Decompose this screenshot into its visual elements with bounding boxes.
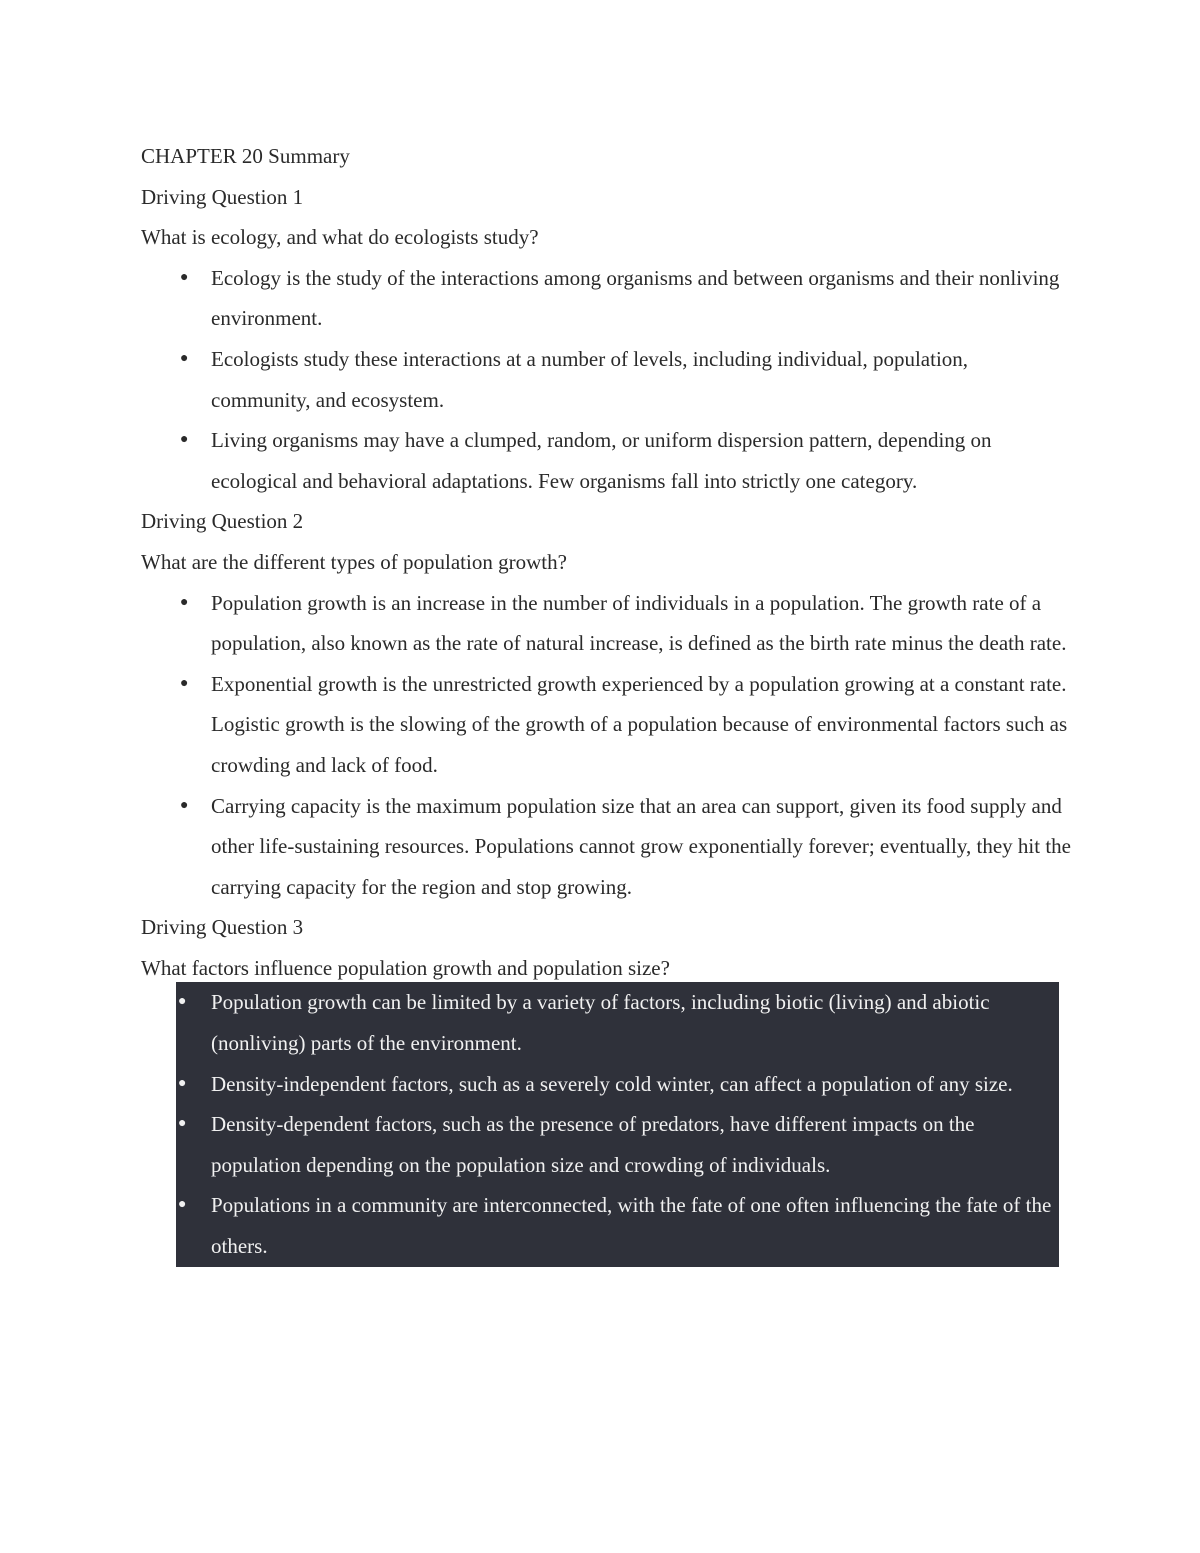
list-item xyxy=(176,1104,1059,1185)
bullet-icon: ● xyxy=(180,269,189,285)
list-item-text: Density-independent factors, such as a severely cold winter, can affect a population of any size. xyxy=(211,1071,1013,1096)
bullet-list xyxy=(141,258,1071,502)
list-item xyxy=(141,786,1071,908)
list-item xyxy=(141,583,1071,664)
list-item-text: Living organisms may have a clumped, random, or uniform dispersion pattern, depending on ecological and behavioral adaptations. Few organisms fall into strictly one category. xyxy=(211,428,992,493)
section-question: What factors influence population growth and population size? xyxy=(141,955,670,980)
bullet-icon: ● xyxy=(180,594,189,610)
list-item xyxy=(176,1064,1059,1105)
document-title: CHAPTER 20 Summary xyxy=(141,144,350,168)
list-item-text: Exponential growth is the unrestricted growth experienced by a population growing at a constant rate. Logistic growth is the slowing of the growth of a population because of environmental factors such as crowding and lack of food. xyxy=(211,671,1068,777)
list-item-text: Ecologists study these interactions at a number of levels, including individual, population, community, and ecosystem. xyxy=(211,346,969,412)
bullet-icon: ● xyxy=(178,1116,187,1132)
section-heading: Driving Question 1 xyxy=(141,184,304,209)
bullet-icon: ● xyxy=(178,1197,187,1213)
section-question: What is ecology, and what do ecologists study? xyxy=(141,225,539,250)
bullet-icon: ● xyxy=(180,432,189,448)
list-item xyxy=(141,664,1071,786)
bullet-list xyxy=(141,583,1071,908)
section-heading: Driving Question 2 xyxy=(141,509,304,534)
list-item-text: Ecology is the study of the interactions among organisms and between organisms and their nonliving environment. xyxy=(211,265,1060,331)
bullet-icon: ● xyxy=(180,675,189,691)
list-item xyxy=(141,420,1071,501)
bullet-icon: ● xyxy=(180,350,189,366)
list-item xyxy=(141,258,1071,339)
section-question: What are the different types of population growth? xyxy=(141,549,567,574)
list-item-text: Density-dependent factors, such as the presence of predators, have different impacts on the population depending on the population size and crowding of individuals. xyxy=(211,1112,975,1177)
list-item-text: Populations in a community are interconnected, with the fate of one often influencing the fate of the others. xyxy=(211,1193,1052,1259)
list-item xyxy=(176,1185,1059,1266)
bullet-icon: ● xyxy=(178,1075,187,1091)
list-item-text: Population growth is an increase in the number of individuals in a population. The growth rate of a population, also known as the rate of natural increase, is defined as the birth rate minus the death rate. xyxy=(211,590,1067,656)
list-item xyxy=(141,339,1071,420)
bullet-list xyxy=(176,982,1059,1266)
section-heading: Driving Question 3 xyxy=(141,915,304,940)
list-item-text: Population growth can be limited by a variety of factors, including biotic (living) and abiotic (nonliving) parts of the environment. xyxy=(211,990,990,1056)
list-item xyxy=(176,982,1059,1063)
list-item-text: Carrying capacity is the maximum population size that an area can support, given its food supply and other life-sustaining resources. Populations cannot grow exponentially forever; eventually, they hit the carrying capacity for the region and stop growing. xyxy=(211,793,1071,899)
bullet-icon: ● xyxy=(180,797,189,813)
highlighted-block xyxy=(176,982,1059,1266)
document-page xyxy=(141,136,1071,1267)
bullet-icon: ● xyxy=(178,994,187,1010)
